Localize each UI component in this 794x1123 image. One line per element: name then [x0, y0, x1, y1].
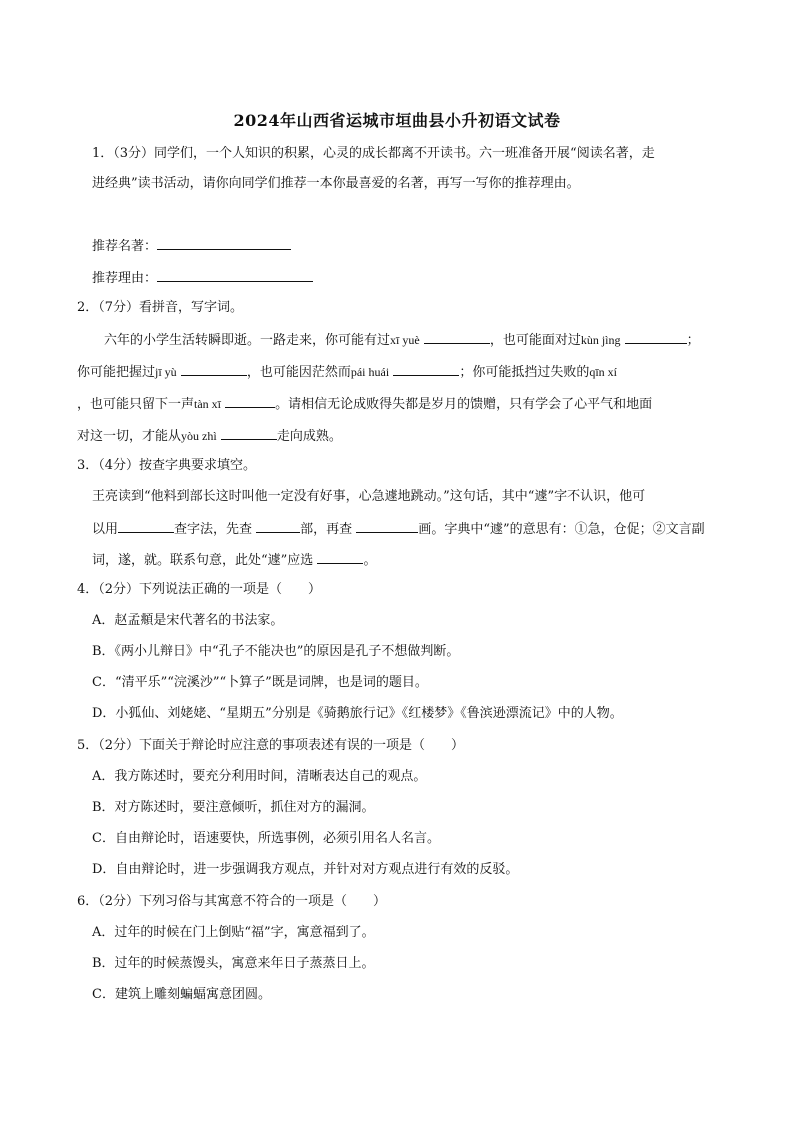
q2-line2-text-c: ；你可能抵挡过失败的: [459, 365, 590, 380]
pinyin-qinxi: qīn xí: [589, 365, 617, 379]
pinyin-tanxi: tàn xī: [194, 397, 222, 411]
q3-line3: [92, 550, 376, 570]
blank-paihuai: [393, 362, 459, 376]
recommend-book-label: 推荐名著：: [92, 239, 158, 254]
blank-meaning: [317, 550, 363, 564]
q4-option-d: D．小狐仙、刘姥姥、“星期五”分别是《骑鹅旅行记》《红楼梦》《鲁滨逊漂流记》中的人物。: [92, 706, 623, 721]
blank-tanxi: [225, 394, 275, 408]
pinyin-kunjing: kùn jìng: [580, 333, 621, 347]
q3-line1: 王亮读到“他料到部长这时叫他一定没有好事，心急遽地跳动。”这句话，其中“遽”字不认识，他可: [92, 489, 646, 504]
blank-kunjing: [625, 330, 687, 344]
pinyin-paihuai: pái huái: [350, 365, 390, 379]
pinyin-youzhi: yòu zhì: [181, 429, 217, 443]
q3-line2-text-b: 查字法，先查: [174, 522, 253, 537]
q3-line2-text-c: 部，再查: [300, 522, 353, 537]
q2-line2-text-b: ，也可能因茫然而: [246, 365, 351, 380]
exam-title: 2024年山西省运城市垣曲县小升初语文试卷: [233, 111, 561, 130]
q3-line2: [92, 519, 705, 539]
q5-option-c: C．自由辩论时，语速要快，所选事例，必须引用名人名言。: [92, 831, 440, 846]
q1-text-line2: 进经典”读书活动，请你向同学们推荐一本你最喜爱的名著，再写一写你的推荐理由。: [92, 176, 580, 191]
q6-option-c: C．建筑上雕刻蝙蝠寓意团圆。: [92, 987, 271, 1002]
q2-line1-text-a: 六年的小学生活转瞬即逝。一路走来，你可能有过: [104, 333, 391, 348]
q2-line3-text-b: 。请相信无论成败得失都是岁月的馈赠，只有学会了心平气和地面: [275, 397, 653, 412]
q3-line2-text-a: 以用: [92, 522, 119, 537]
q4-option-b: B．《两小儿辩日》中“孔子不能决也”的原因是孔子不想做判断。: [92, 644, 460, 659]
q6-option-b: B．过年的时候蒸馒头，寓意来年日子蒸蒸日上。: [92, 956, 375, 971]
recommend-reason-label: 推荐理由：: [92, 271, 158, 286]
q3-line3-text-b: 。: [363, 553, 377, 568]
pinyin-xiyue: xī yuè: [390, 333, 420, 347]
q2-line3-text-a: ，也可能只留下一声: [77, 397, 195, 412]
q1-text-line1: 1．（3分）同学们，一个人知识的积累，心灵的成长都离不开读书。六一班准备开展“阅读名著，走: [92, 146, 655, 161]
q2-line3: [77, 394, 652, 414]
recommend-reason-blank: [157, 268, 313, 282]
q1-book-row: [92, 236, 291, 256]
q4-option-c: C．“清平乐”“浣溪沙”“卜算子”既是词牌，也是词的题目。: [92, 675, 428, 690]
pinyin-jiyu: jī yù: [155, 365, 177, 379]
blank-youzhi: [221, 426, 277, 440]
q2-heading: 2．（7分）看拼音，写字词。: [77, 300, 244, 315]
blank-strokes: [356, 519, 418, 533]
q2-line4-text-b: 走向成熟。: [276, 429, 342, 444]
blank-xiyue: [424, 330, 490, 344]
recommend-book-blank: [157, 236, 291, 250]
q2-line1: [104, 330, 700, 350]
q2-line1-text-c: ；: [686, 333, 700, 348]
q3-heading: 3．（4分）按查字典要求填空。: [77, 458, 257, 473]
blank-lookup-method: [118, 519, 174, 533]
q2-line4: [77, 426, 342, 446]
q2-line2-text-a: 你可能把握过: [77, 365, 156, 380]
q6-option-a: A．过年的时候在门上倒贴“福”字，寓意福到了。: [92, 925, 375, 940]
q2-line4-text-a: 对这一切，才能从: [77, 429, 182, 444]
q2-line1-text-b: ，也可能面对过: [489, 333, 581, 348]
q6-heading: 6．（2分）下列习俗与其寓意不符合的一项是（ ）: [77, 894, 387, 909]
blank-radical: [256, 519, 300, 533]
q5-heading: 5．（2分）下面关于辩论时应注意的事项表述有误的一项是（ ）: [77, 738, 465, 753]
q5-option-b: B．对方陈述时，要注意倾听，抓住对方的漏洞。: [92, 800, 375, 815]
q3-line2-text-d: 画。字典中“遽”的意思有：①急，仓促；②文言副: [418, 522, 705, 537]
blank-jiyu: [181, 362, 247, 376]
q5-option-d: D．自由辩论时，进一步强调我方观点，并针对对方观点进行有效的反驳。: [92, 862, 519, 877]
q3-line3-text-a: 词，遂，就。联系句意，此处“遽”应选: [92, 553, 314, 568]
q5-option-a: A．我方陈述时，要充分利用时间，清晰表达自己的观点。: [92, 769, 427, 784]
q4-heading: 4．（2分）下列说法正确的一项是（ ）: [77, 582, 322, 597]
q4-option-a: A．赵孟頫是宋代著名的书法家。: [92, 613, 284, 628]
q1-reason-row: [92, 268, 313, 288]
q2-line2: [77, 362, 617, 382]
